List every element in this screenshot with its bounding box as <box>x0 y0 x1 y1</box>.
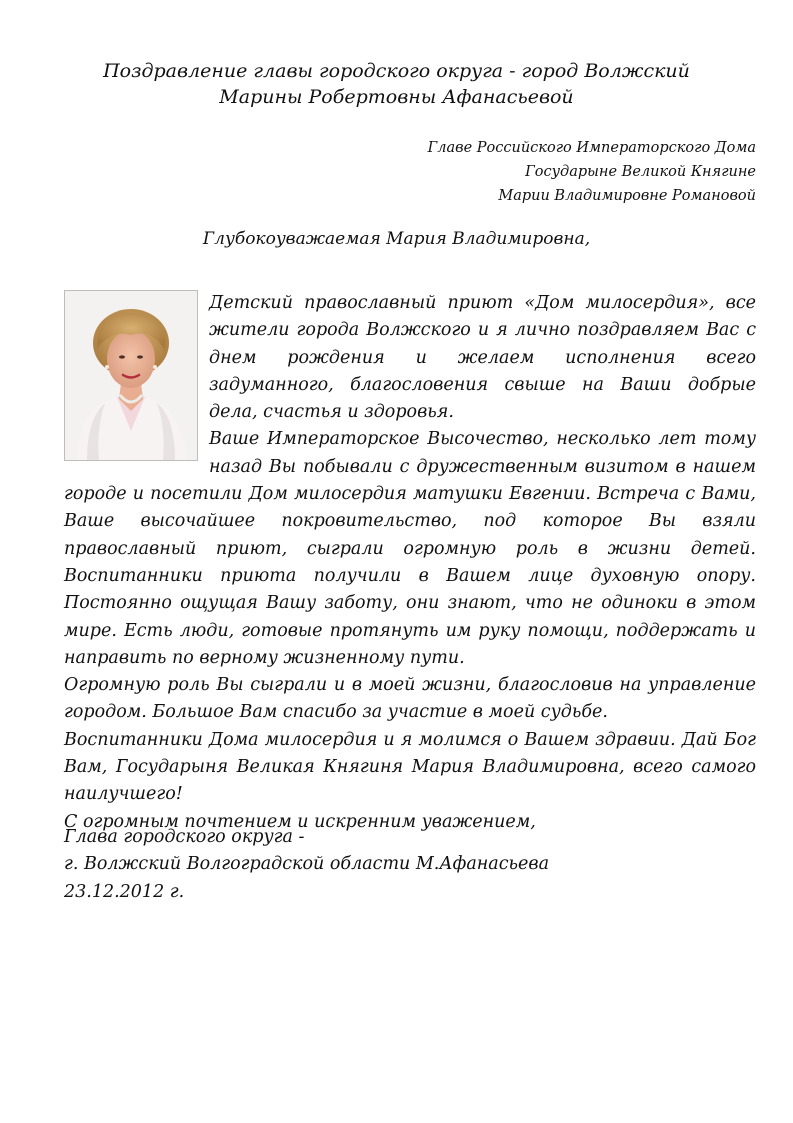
body-paragraph-1: Детский православный приют «Дом милосердия», все жители города Волжского и я лично поздравляем Вас с днем рождения и желаем исполнения всего задуманного, благословения свыше на Ваши добрые дела, счастья и здоровья. <box>209 293 756 423</box>
addressee-line-3: Марии Владимировне Романовой <box>498 188 756 204</box>
addressee-line-2: Государыне Великой Княгине <box>525 164 756 180</box>
portrait-icon <box>65 291 197 460</box>
addressee-block <box>428 136 756 208</box>
body-paragraph-3: Огромную роль Вы сыграли и в моей жизни, благословив на управление городом. Большое Вам спасибо за участие в моей судьбе. <box>64 675 756 723</box>
letter-body <box>64 290 756 836</box>
portrait-photo <box>64 290 198 461</box>
body-paragraph-4: Воспитанники Дома милосердия и я молимся о Вашем здравии. Дай Бог Вам, Государыня Великая Княгиня Мария Владимировна, всего самого наилучшего! <box>64 729 756 805</box>
title-line-2: Марины Робертовны Афанасьевой <box>219 86 574 108</box>
body-paragraph-5: С огромным почтением и искренним уважением, <box>64 811 536 832</box>
body-paragraph-2: Ваше Императорское Высочество, несколько лет тому назад Вы побывали с дружественным визитом в нашем городе и посетили Дом милосердия матушки Евгении. Встреча с Вами, Ваше высочайшее покровительство, под которое Вы взяли православный приют, сыграли огромную роль в жизни детей. Воспитанники приюта получили в Вашем лице духовную опору. Постоянно ощущая Вашу заботу, они знают, что не одиноки в этом мире. Есть люди, готовые протянуть им руку помощи, поддержать и направить по верному жизненному пути. <box>64 429 756 668</box>
signature-block <box>64 824 549 906</box>
addressee-line-1: Главе Российского Императорского Дома <box>427 140 756 156</box>
letter-title <box>0 58 793 110</box>
title-line-1: Поздравление главы городского округа - город Волжский <box>103 60 690 82</box>
signature-date: 23.12.2012 г. <box>64 881 185 902</box>
salutation: Глубокоуважаемая Мария Владимировна, <box>202 229 591 249</box>
signature-line-1: Глава городского округа - <box>64 827 305 847</box>
signature-line-2: г. Волжский Волгоградской области М.Афанасьева <box>64 854 550 875</box>
